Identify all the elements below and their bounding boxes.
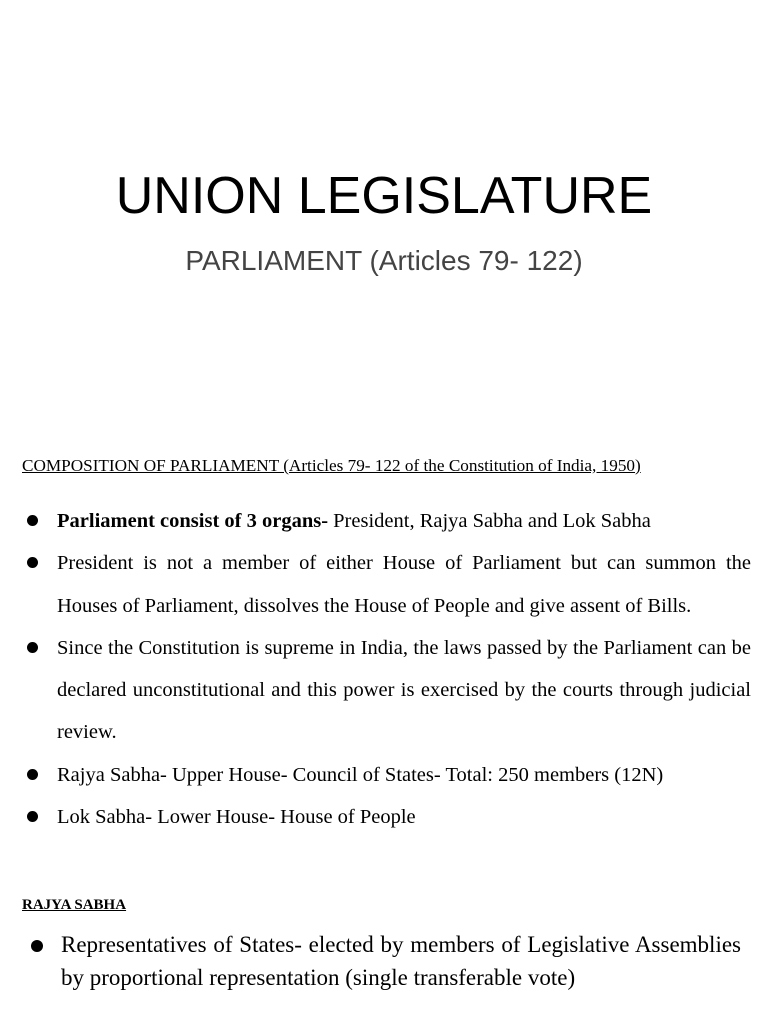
- list-item: [0, 754, 768, 796]
- composition-bullet-list: [0, 500, 768, 866]
- list-item: [0, 627, 768, 754]
- list-item: [0, 929, 768, 994]
- bullet-text: President, Rajya Sabha and Lok Sabha: [328, 510, 651, 532]
- list-item: [0, 500, 768, 542]
- bullet-text: President is not a member of either House of Parliament but can summon the Houses of Parliament, dissolves the House of People and give assent of Bills.: [57, 552, 751, 617]
- list-item: [0, 542, 768, 627]
- bullet-text: Since the Constitution is supreme in India, the laws passed by the Parliament can be declared unconstitutional and this power is exercised by the courts through judicial review.: [57, 636, 751, 744]
- bullet-icon: [27, 642, 38, 653]
- composition-heading: COMPOSITION OF PARLIAMENT (Articles 79- 122 of the Constitution of India, 1950): [22, 456, 641, 475]
- bullet-text: Rajya Sabha- Upper House- Council of States- Total: 250 members (12N): [57, 763, 664, 786]
- bullet-bold-text: Parliament consist of 3 organs-: [57, 510, 329, 532]
- list-item: [0, 796, 768, 838]
- slide-title: UNION LEGISLATURE: [115, 167, 653, 225]
- bullet-text: Representatives of States- elected by members of Legislative Assemblies by proportional representation (single transferable vote): [61, 932, 741, 990]
- bullet-text: Lok Sabha- Lower House- House of People: [57, 806, 416, 829]
- rajya-sabha-heading: RAJYA SABHA: [22, 897, 127, 913]
- rajya-sabha-bullet-list: [0, 929, 768, 994]
- bullet-icon: [31, 940, 43, 952]
- bullet-icon: [27, 811, 38, 822]
- slide-subtitle: PARLIAMENT (Articles 79- 122): [185, 245, 583, 276]
- bullet-icon: [27, 557, 38, 568]
- bullet-icon: [27, 769, 38, 780]
- bullet-icon: [27, 515, 38, 526]
